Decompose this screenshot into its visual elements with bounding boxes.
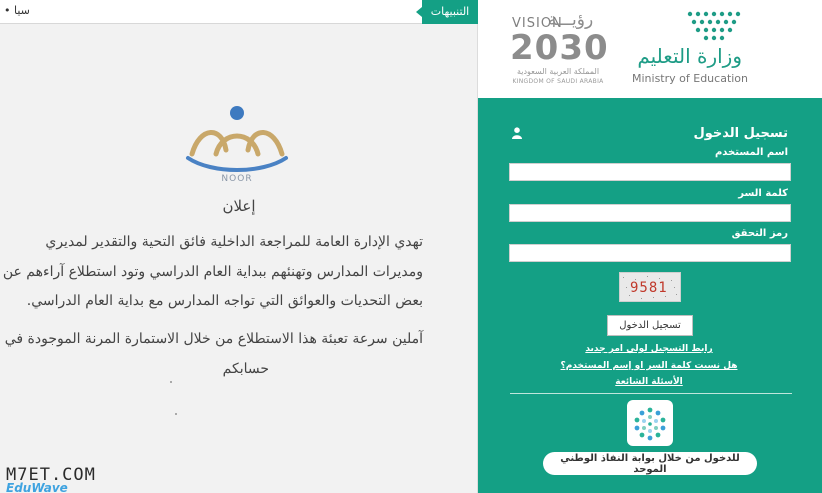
faq-link[interactable]: الأسئلة الشائعة [615, 377, 683, 387]
eduwave-watermark: EduWave [6, 481, 68, 493]
vision-label-ar: رؤيـــة [548, 10, 594, 30]
announcement-title: إعلان [222, 197, 256, 215]
nafath-icon [627, 400, 673, 446]
captcha-image [619, 272, 681, 302]
ticker-text: سيا [14, 4, 30, 17]
forgot-password-link[interactable]: هل نسيت كلمة السر او إسم المستخدم؟ [560, 361, 738, 371]
noor-logo-icon [182, 104, 292, 184]
decorative-dot [175, 413, 177, 415]
announcement-line: آملين سرعة تعبئة هذا الاستطلاع من خلال الاستمارة المرنة الموجودة في [4, 331, 423, 347]
kingdom-name-ar: المملكة العربية السعودية [516, 67, 600, 76]
alerts-tab[interactable]: التنبيهات [422, 0, 478, 24]
alerts-ticker[interactable] [4, 4, 30, 17]
nafath-logo[interactable] [627, 400, 673, 446]
ticker-bullet-icon: • [4, 4, 11, 17]
captcha-text: 9581 [630, 280, 668, 296]
announcement-line: تهدي الإدارة العامة للمراجعة الداخلية فائق التحية والتقدير لمديري [45, 234, 423, 250]
nafath-login-button[interactable]: للدخول من خلال بوابة النفاذ الوطني الموحد [543, 452, 757, 475]
register-guardian-link[interactable]: رابط التسجيل لولي امر جديد [585, 344, 713, 354]
username-input[interactable] [509, 163, 791, 181]
login-button[interactable]: تسجيل الدخول [607, 315, 693, 336]
vision-year: 2030 [510, 28, 609, 68]
user-icon [512, 127, 522, 139]
vision-label-en: VISION [512, 16, 563, 31]
captcha-label: رمز التحقق [731, 228, 788, 239]
password-input[interactable] [509, 204, 791, 222]
announcement-line: ومديرات المدارس وتهنئهم ببداية العام الدراسي وتود استطلاع آراءهم عن [2, 264, 423, 280]
ministry-name-en: Ministry of Education [632, 72, 749, 85]
login-title: تسجيل الدخول [693, 126, 788, 141]
captcha-input[interactable] [509, 244, 791, 262]
password-label: كلمة السر [738, 188, 788, 199]
decorative-dot [170, 381, 172, 383]
ministry-name-ar: وزارة التعليم [637, 44, 742, 68]
kingdom-name-en: KINGDOM OF SAUDI ARABIA [512, 78, 604, 85]
announcement-line: بعض التحديات والعوائق التي تواجه المدارس مع بداية العام الدراسي. [26, 293, 423, 309]
noor-logo-word: NOOR [221, 174, 253, 184]
alerts-bar [0, 0, 478, 24]
announcement-line: حسابكم [222, 361, 269, 377]
site-watermark: M7ET.COM [6, 465, 96, 485]
username-label: اسم المستخدم [714, 147, 788, 158]
section-divider [510, 393, 792, 394]
